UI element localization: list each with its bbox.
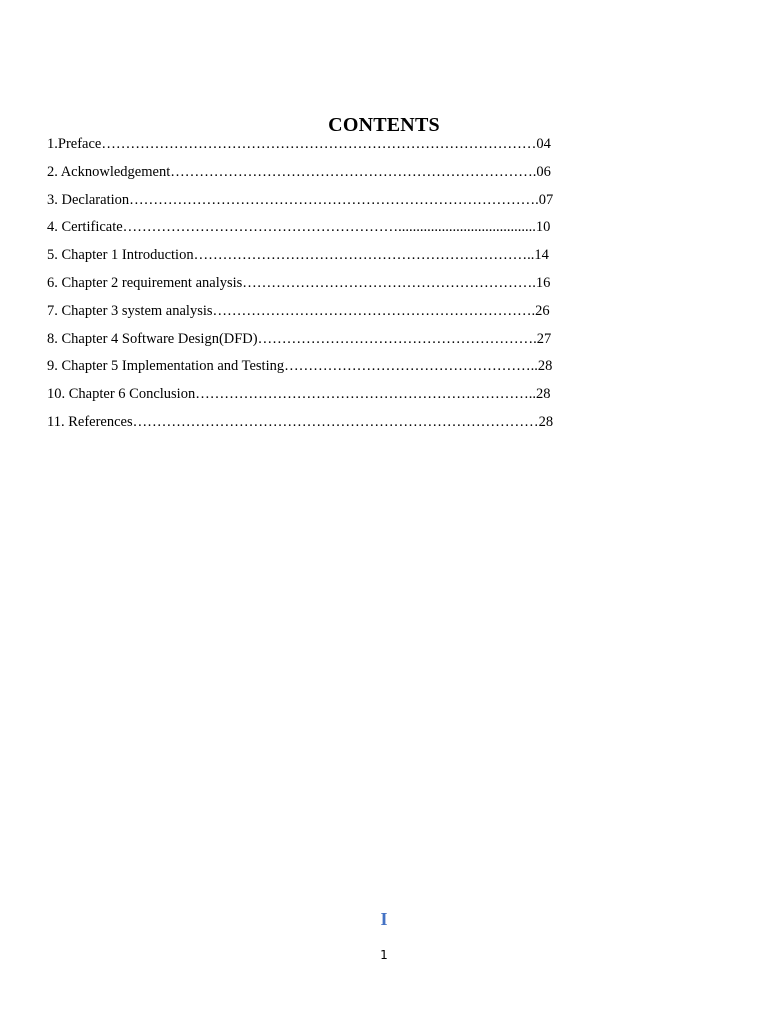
table-of-contents (47, 134, 607, 440)
toc-entry-software-design (47, 329, 607, 357)
toc-entry-text: 3. Declaration………………………………………………………………………….07 (47, 191, 554, 208)
toc-entry-text: 5. Chapter 1 Introduction……………………………………………………………..14 (47, 247, 549, 264)
toc-entry-references (47, 412, 607, 440)
toc-entry-text: 6. Chapter 2 requirement analysis…………………………………………………….16 (47, 274, 551, 291)
toc-entry-text: 4. Certificate…………………………………………………......................................10 (47, 219, 551, 236)
toc-entry-system-analysis (47, 301, 607, 329)
toc-entry-text: 2. Acknowledgement………………………………………………………………….06 (47, 163, 551, 180)
page-number: 1 (380, 948, 388, 962)
toc-entry-acknowledgement (47, 162, 607, 190)
toc-entry-text: 1.Preface………………………………………………………………………………04 (47, 136, 551, 152)
roman-page-number: I (380, 909, 388, 929)
toc-entry-introduction (47, 245, 607, 273)
toc-entry-text: 10. Chapter 6 Conclusion……………………………………………………………..28 (47, 386, 551, 403)
toc-entry-declaration (47, 190, 607, 218)
toc-entry-implementation-testing (47, 356, 607, 384)
toc-entry-preface (47, 134, 607, 162)
toc-entry-conclusion (47, 384, 607, 412)
toc-entry-text: 7. Chapter 3 system analysis………………………………………………………….26 (47, 302, 550, 319)
toc-entry-text: 8. Chapter 4 Software Design(DFD)………………………………………………….27 (47, 330, 552, 347)
toc-entry-requirement-analysis (47, 273, 607, 301)
page-title: CONTENTS (328, 114, 440, 137)
toc-entry-text: 11. References…………………………………………………………………………28 (47, 413, 554, 430)
toc-entry-certificate (47, 217, 607, 245)
toc-entry-text: 9. Chapter 5 Implementation and Testing……………………………………………..28 (47, 358, 553, 375)
